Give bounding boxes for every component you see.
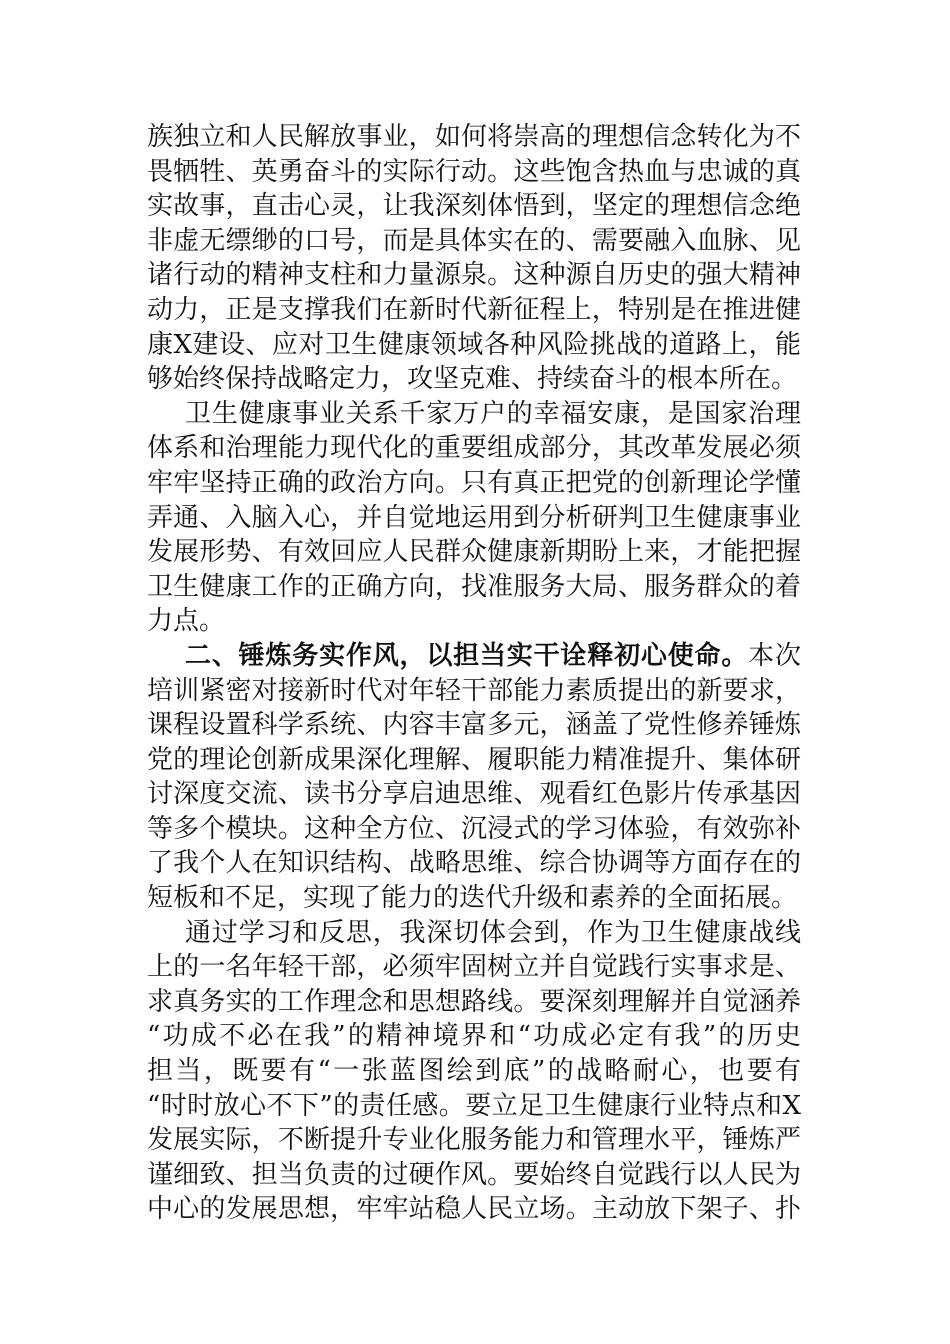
text-line: 谨细致、担当负责的过硬作风。要始终自觉践行以人民为 bbox=[147, 1159, 801, 1190]
text-line: 短板和不足，实现了能力的迭代升级和素养的全面拓展。 bbox=[147, 883, 798, 914]
paragraph-1 bbox=[147, 120, 801, 397]
text-line: 族独立和人民解放事业，如何将崇高的理想信念转化为不 bbox=[147, 122, 801, 152]
text-line: 康X建设、应对卫生健康领域各种风险挑战的道路上，能 bbox=[147, 329, 801, 360]
heading-line bbox=[147, 639, 801, 674]
text-line: 够始终保持战略定力，攻坚克难、持续奋斗的根本所在。 bbox=[147, 364, 798, 395]
text-line: “功成不必在我”的精神境界和“功成必定有我”的历史 bbox=[147, 1021, 801, 1052]
text-line: 等多个模块。这种全方位、沉浸式的学习体验，有效弥补 bbox=[147, 813, 801, 844]
text-line: 体系和治理能力现代化的重要组成部分，其改革发展必须 bbox=[147, 433, 801, 464]
text-line: 求真务实的工作理念和思想路线。要深刻理解并自觉涵养 bbox=[147, 986, 801, 1017]
text-line: 发展实际，不断提升专业化服务能力和管理水平，锤炼严 bbox=[147, 1125, 801, 1156]
text-line: 诸行动的精神支柱和力量源泉。这种源自历史的强大精神 bbox=[147, 260, 801, 291]
paragraph-4 bbox=[147, 916, 801, 1227]
text-line: 发展形势、有效回应人民群众健康新期盼上来，才能把握 bbox=[147, 537, 801, 568]
document-page bbox=[147, 120, 801, 1227]
text-line: 卫生健康工作的正确方向，找准服务大局、服务群众的着 bbox=[147, 571, 801, 602]
text-line: 课程设置科学系统、内容丰富多元，涵盖了党性修养锤炼 bbox=[147, 710, 801, 741]
text-line: 动力，正是支撑我们在新时代新征程上，特别是在推进健 bbox=[147, 294, 801, 325]
text-line: 党的理论创新成果深化理解、履职能力精准提升、集体研 bbox=[147, 744, 801, 775]
text-line: 力点。 bbox=[147, 606, 226, 637]
text-line: 了我个人在知识结构、战略思维、综合协调等方面存在的 bbox=[147, 848, 801, 879]
paragraph-2 bbox=[147, 397, 801, 639]
text-line: 培训紧密对接新时代对年轻干部能力素质提出的新要求， bbox=[147, 675, 801, 706]
text-line: 通过学习和反思，我深切体会到，作为卫生健康战线 bbox=[185, 917, 801, 948]
section-heading: 二、锤炼务实作风，以担当实干诠释初心使命。 bbox=[185, 640, 749, 671]
text-line: 畏牺牲、英勇奋斗的实际行动。这些饱含热血与忠诚的真 bbox=[147, 156, 801, 187]
text-line: 实故事，直击心灵，让我深刻体悟到，坚定的理想信念绝 bbox=[147, 191, 801, 222]
text-line: 中心的发展思想，牢牢站稳人民立场。主动放下架子、扑 bbox=[147, 1194, 801, 1225]
text-line: 讨深度交流、读书分享启迪思维、观看红色影片传承基因 bbox=[147, 779, 801, 810]
text-line: 弄通、入脑入心，并自觉地运用到分析研判卫生健康事业 bbox=[147, 502, 801, 533]
paragraph-3 bbox=[147, 639, 801, 916]
text-line: 牢牢坚持正确的政治方向。只有真正把党的创新理论学懂 bbox=[147, 467, 801, 498]
text-line: 非虚无缥缈的口号，而是具体实在的、需要融入血脉、见 bbox=[147, 225, 801, 256]
heading-tail-text: 本次 bbox=[748, 640, 801, 671]
text-line: “时时放心不下”的责任感。要立足卫生健康行业特点和X bbox=[147, 1090, 801, 1121]
text-line: 上的一名年轻干部，必须牢固树立并自觉践行实事求是、 bbox=[147, 952, 801, 983]
text-line: 卫生健康事业关系千家万户的幸福安康，是国家治理 bbox=[185, 398, 801, 429]
text-line: 担当，既要有“一张蓝图绘到底”的战略耐心，也要有 bbox=[147, 1056, 801, 1087]
